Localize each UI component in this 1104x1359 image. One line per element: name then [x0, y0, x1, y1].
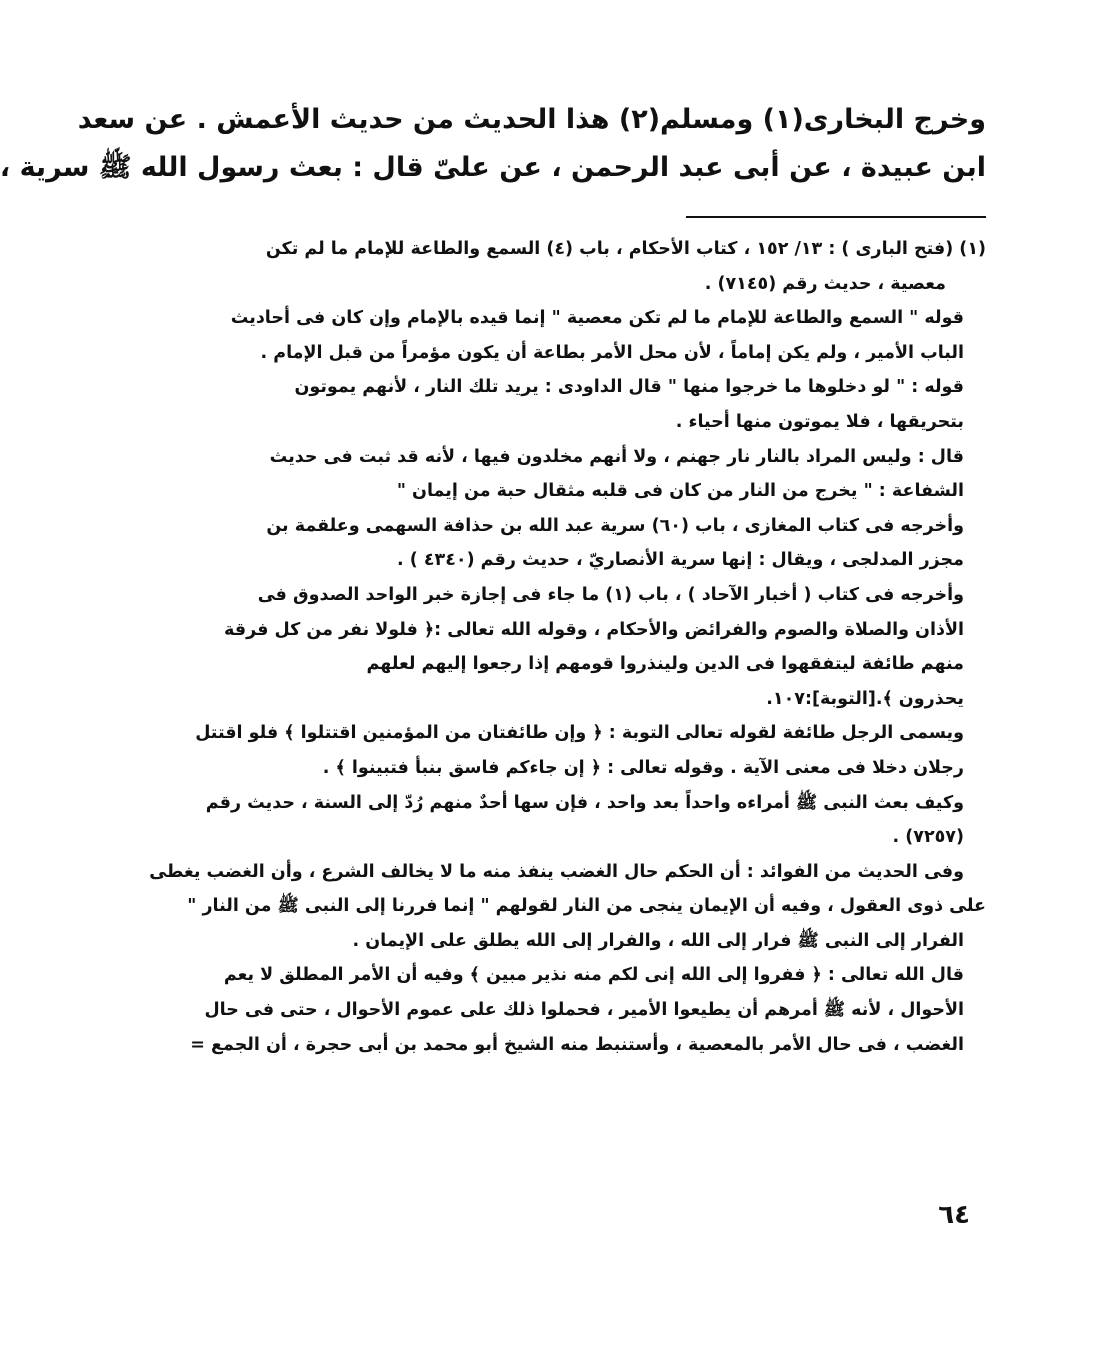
footnote-line: يحذرون ﴾.[التوبة]:١٠٧.: [766, 688, 964, 709]
main-text-line: ابن عبيدة ، عن أبى عبد الرحمن ، عن علىّ قال : بعث رسول الله ﷺ سرية ،: [0, 152, 986, 183]
footnote-line: قوله : " لو دخلوها ما خرجوا منها " قال الداودى : يريد تلك النار ، لأنهم يموتون: [294, 377, 964, 398]
footnote-line: الغضب ، فى حال الأمر بالمعصية ، وأستنبط منه الشيخ أبو محمد بن أبى حجرة ، أن الجمع =: [190, 1034, 964, 1055]
footnote-line: الباب الأمير ، ولم يكن إماماً ، لأن محل الأمر بطاعة أن يكون مؤمراً من قبل الإمام .: [260, 342, 964, 363]
footnote-line: على ذوى العقول ، وفيه أن الإيمان ينجى من النار لقولهم " إنما فررنا إلى النبى ﷺ من النار ": [187, 896, 986, 917]
footnote-line: الأذان والصلاة والصوم والفرائض والأحكام ، وقوله الله تعالى :﴿ فلولا نفر من كل فرقة: [224, 619, 964, 640]
footnote-line: قال الله تعالى : ﴿ ففروا إلى الله إنى لكم منه نذير مبين ﴾ وفيه أن الأمر المطلق لا يعم: [223, 965, 964, 986]
footnote-line: (٧٢٥٧) .: [892, 827, 964, 848]
footnote-separator: [686, 216, 986, 218]
footnote-line: الأحوال ، لأنه ﷺ أمرهم أن يطيعوا الأمير ، فحملوا ذلك على عموم الأحوال ، حتى فى حال: [204, 1000, 964, 1021]
footnote-line: ويسمى الرجل طائفة لقوله تعالى التوبة : ﴿ وإن طائفتان من المؤمنين اقتتلوا ﴾ فلو اقتتل: [195, 723, 964, 744]
footnote-line: وأخرجه فى كتاب ( أخبار الآحاد ) ، باب (١) ما جاء فى إجازة خبر الواحد الصدوق فى: [257, 584, 964, 605]
footnote-line: مجزر المدلجى ، ويقال : إنها سرية الأنصاريّ ، حديث رقم (٤٣٤٠ ) .: [397, 550, 964, 571]
footnote-line: رجلان دخلا فى معنى الآية . وقوله تعالى : ﴿ إن جاءكم فاسق بنبأ فتبينوا ﴾ .: [322, 757, 964, 778]
main-text-line: وخرج البخارى(١) ومسلم(٢) هذا الحديث من حديث الأعمش . عن سعد: [77, 104, 986, 135]
footnote-line: وأخرجه فى كتاب المغازى ، باب (٦٠) سرية عبد الله بن حذافة السهمى وعلقمة بن: [266, 515, 964, 536]
footnote-line: وفى الحديث من الفوائد : أن الحكم حال الغضب ينفذ منه ما لا يخالف الشرع ، وأن الغضب يغطى: [149, 861, 964, 882]
footnote-line: معصية ، حديث رقم (٧١٤٥) .: [704, 273, 946, 294]
footnote-line: قال : وليس المراد بالنار نار جهنم ، ولا أنهم مخلدون فيها ، لأنه قد ثبت فى حديث: [269, 446, 964, 467]
footnote-line: الفرار إلى النبى ﷺ فرار إلى الله ، والفرار إلى الله يطلق على الإيمان .: [352, 930, 964, 951]
footnotes: [149, 232, 986, 1062]
footnote-line: قوله " السمع والطاعة للإمام ما لم تكن معصية " إنما قيده بالإمام وإن كان فى أحاديث: [230, 308, 964, 329]
footnote-line: بتحريقها ، فلا يموتون منها أحياء .: [675, 411, 964, 432]
footnote-line: الشفاعة : " يخرج من النار من كان فى قلبه مثقال حبة من إيمان ": [396, 481, 964, 502]
footnote-line: وكيف بعث النبى ﷺ أمراءه واحداً بعد واحد ، فإن سها أحدٌ منهم رُدّ إلى السنة ، حديث رقم: [205, 792, 964, 813]
main-text: [0, 96, 986, 192]
page-number: ٦٤: [938, 1200, 970, 1230]
footnote-line: (١) (فتح البارى ) : ١٣/ ١٥٢ ، كتاب الأحكام ، باب (٤) السمع والطاعة للإمام ما لم تكن: [265, 239, 986, 259]
footnote-line: منهم طائفة ليتفقهوا فى الدين ولينذروا قومهم إذا رجعوا إليهم لعلهم: [366, 654, 964, 675]
